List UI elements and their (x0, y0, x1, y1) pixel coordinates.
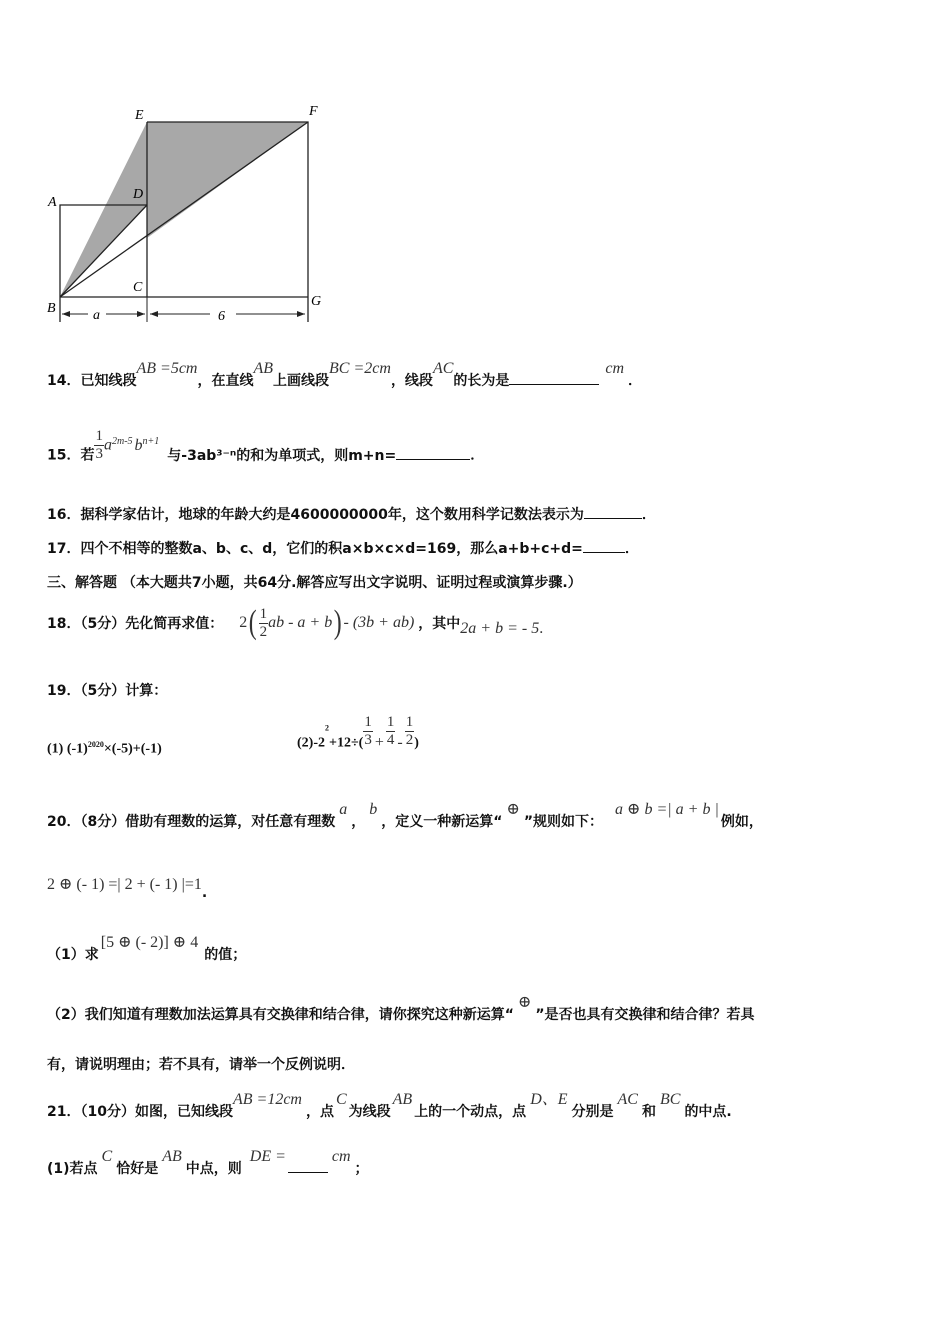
q19-close: ) (414, 735, 419, 751)
q21-math-c: C (335, 1091, 347, 1108)
q20-text: ”规则如下： (523, 814, 604, 830)
q21-text: 上的一个动点，点 (414, 1104, 527, 1120)
q21-s1-end: ； (354, 1161, 369, 1177)
q20-var-b: b (369, 801, 378, 818)
q21-text: 分别是 (571, 1104, 614, 1120)
q18-end: . (539, 620, 544, 637)
q21-text: 的中点. (684, 1104, 732, 1120)
q14-answer-blank[interactable] (509, 372, 599, 385)
question-14 (47, 360, 643, 390)
q16-end: ． (641, 507, 656, 523)
q19-p1-exp: 2020 (87, 740, 104, 749)
q17-answer-blank[interactable] (583, 540, 625, 553)
q20-s1-text: （1）求 (47, 947, 99, 963)
q20-s1-expr: [5 ⊕ (- 2)] ⊕ 4 (100, 934, 199, 951)
question-20-sub-2 (47, 994, 755, 1024)
q21-s1-math-c: C (101, 1148, 113, 1165)
q18-text: ，其中 (418, 616, 461, 632)
q19-f3-den: 2 (405, 732, 414, 748)
q18-frac-num: 1 (259, 605, 268, 622)
q14-end: ． (628, 373, 643, 389)
q14-math-bc-2cm: BC =2cm (329, 360, 391, 377)
q20-rule: a ⊕ b =| a + b | (615, 801, 719, 818)
q15-exp-a: 2m-5 (111, 435, 133, 447)
q14-unit: cm (605, 360, 625, 377)
q14-text: ，在直线 (197, 373, 254, 389)
q21-s1-answer-blank[interactable] (288, 1160, 328, 1173)
q14-text: ，线段 (390, 373, 433, 389)
q20-var-a: a (339, 801, 348, 818)
section-3-heading (47, 572, 582, 592)
q20-s2-operator: ⊕ (517, 994, 532, 1011)
label-f: F (309, 104, 318, 119)
dim-label-a: a (93, 308, 100, 323)
question-17 (47, 538, 639, 558)
q21-math-ab: AB (392, 1091, 413, 1108)
q15-base-b: b (134, 436, 143, 454)
q20-text: 例如， (720, 814, 763, 830)
q21-math-bc: BC (659, 1091, 681, 1108)
q20-s2-text: ”是否也具有交换律和结合律？若具 (535, 1007, 755, 1023)
q16-answer-blank[interactable] (584, 506, 642, 519)
q14-text: 上画线段 (273, 373, 330, 389)
question-20 (47, 801, 763, 831)
question-19-part-1 (47, 740, 162, 758)
q15-frac-num: 1 (95, 428, 103, 444)
q18-inner: ab - a + b (268, 614, 333, 631)
q18-label: 18．（5分）先化简再求值： (47, 616, 224, 632)
q19-f1-den: 3 (364, 732, 372, 748)
q19-p2-exp: 2 (325, 723, 329, 733)
geometry-figure (40, 95, 340, 330)
q19-p2-rest: +12÷( (329, 735, 364, 751)
q15-answer-blank[interactable] (396, 447, 470, 460)
arrow-head (297, 311, 305, 317)
question-18 (47, 604, 543, 642)
q19-frac-3 (405, 714, 415, 749)
q15-text: 与-3ab³⁻ⁿ的和为单项式，则m+n= (167, 447, 397, 464)
q17-end: ． (624, 541, 639, 557)
q15-base-a: a (103, 436, 112, 454)
question-19 (47, 680, 167, 700)
arrow-head (150, 311, 158, 317)
q20-s2-text: （2）我们知道有理数加法运算具有交换律和结合律，请你探究这种新运算“ (47, 1007, 514, 1023)
q21-s1-math-de: DE = (249, 1148, 286, 1165)
q21-math-ac: AC (617, 1091, 638, 1108)
question-20-sub-2-cont (47, 1054, 355, 1074)
q17-text: 17．四个不相等的整数a、b、c、d，它们的积a×b×c×d=169，那么a+b+c+d= (47, 541, 583, 557)
q14-math-ab: AB (253, 360, 274, 377)
q20-s1-text: 的值； (204, 947, 247, 963)
q16-text: 16．据科学家估计，地球的年龄大约是4600000000年，这个数用科学记数法表示为 (47, 507, 584, 523)
q15-end: ． (470, 447, 485, 464)
q20-s2-text: 有，请说明理由；若不具有，请举一个反例说明． (47, 1057, 355, 1073)
q18-paren-close: ) (333, 604, 342, 641)
q21-s1-text: 中点，则 (185, 1161, 242, 1177)
q20-comma: ， (351, 814, 366, 830)
q19-f3-num: 1 (405, 714, 414, 730)
label-a: A (48, 195, 57, 210)
question-21 (47, 1091, 732, 1121)
q20-text: ，定义一种新运算“ (381, 814, 503, 830)
q14-math-ab-5cm: AB =5cm (136, 360, 198, 377)
q19-f2-num: 1 (386, 714, 395, 730)
q20-example-end: . (201, 885, 208, 901)
q14-number: 14． (47, 373, 81, 389)
q15-frac-den: 3 (95, 446, 103, 462)
q19-p1: (1) (-1) (47, 741, 88, 757)
label-c: C (133, 280, 143, 295)
arrow-head (62, 311, 70, 317)
q19-p2: (2)-2 (297, 735, 325, 751)
q19-f2-den: 4 (386, 732, 395, 748)
q18-coef: 2 (239, 614, 248, 631)
label-d: D (133, 187, 144, 202)
q15-exp-b: n+1 (142, 435, 160, 447)
q21-text: 为线段 (348, 1104, 391, 1120)
q15-fraction (94, 428, 104, 463)
label-b: B (47, 301, 56, 316)
q21-math-de: D、E (530, 1091, 568, 1108)
q15-text: 若 (80, 447, 95, 464)
dim-label-6: 6 (218, 309, 225, 324)
q19-label: 19．（5分）计算： (47, 683, 168, 699)
q19-p1-rest: ×(-5)+(-1) (103, 741, 162, 757)
q14-text: 已知线段 (80, 373, 137, 389)
q19-op1: + (374, 733, 384, 751)
q21-s1-text: (1)若点 (47, 1161, 98, 1177)
arrow-head (137, 311, 145, 317)
q19-frac-2 (386, 714, 396, 749)
q21-label: 21．（10分）如图，已知线段 (47, 1104, 233, 1120)
q20-label: 20．（8分）借助有理数的运算，对任意有理数 (47, 814, 336, 830)
q21-s1-math-ab: AB (162, 1148, 182, 1165)
q18-fraction (259, 606, 269, 641)
q21-text: 和 (641, 1104, 656, 1120)
question-16 (47, 504, 656, 524)
q15-number: 15． (47, 447, 81, 464)
q14-math-ac: AC (432, 360, 454, 377)
q21-text: ，点 (305, 1104, 334, 1120)
question-15 (47, 428, 484, 465)
label-g: G (311, 294, 322, 309)
q21-s1-unit: cm (331, 1148, 351, 1165)
q19-frac-1 (363, 714, 373, 749)
question-20-sub-1 (47, 934, 247, 964)
section-3-text: 三、解答题 （本大题共7小题，共64分.解答应写出文字说明、证明过程或演算步骤.） (47, 575, 582, 591)
question-19-part-2 (297, 714, 419, 752)
q20-operator: ⊕ (506, 801, 520, 818)
q14-text: 的长为是 (453, 373, 510, 389)
question-21-sub-1 (47, 1148, 369, 1178)
q18-rest: - (3b + ab) (343, 614, 415, 631)
q21-math-ab-12cm: AB =12cm (232, 1091, 302, 1108)
q20-example: 2 ⊕ (- 1) =| 2 + (- 1) |=1 (47, 876, 202, 893)
label-e: E (135, 108, 144, 123)
q19-f1-num: 1 (364, 714, 372, 730)
q18-frac-den: 2 (259, 623, 268, 640)
q21-s1-text: 恰好是 (116, 1161, 159, 1177)
question-20-example (47, 874, 207, 901)
q18-condition: 2a + b = - 5 (460, 620, 540, 637)
q18-paren-open: ( (248, 604, 257, 641)
q19-op2: - (397, 733, 403, 751)
